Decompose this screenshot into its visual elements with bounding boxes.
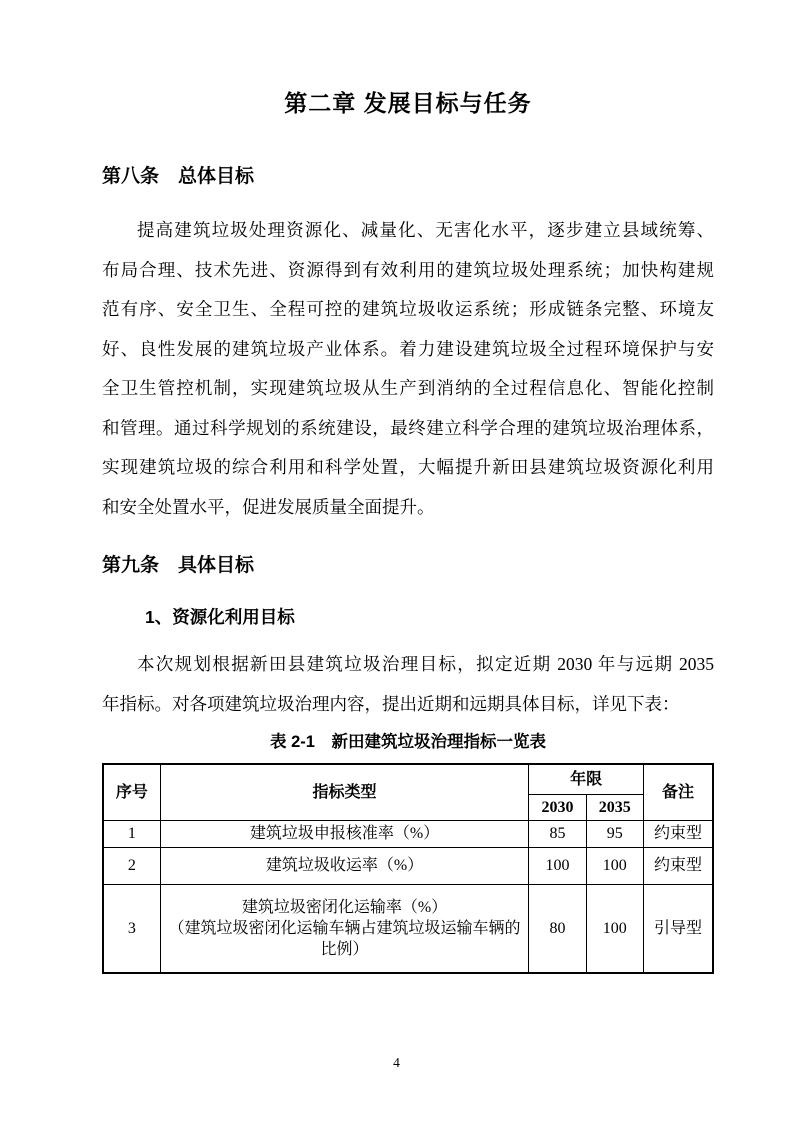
paragraph-overall-goal: [102, 211, 714, 527]
cell-no: 2: [103, 847, 160, 884]
table-row: [103, 820, 713, 847]
cell-2030: 80: [529, 884, 586, 973]
column-header-no: 序号: [103, 764, 160, 820]
chapter-title: 第二章 发展目标与任务: [284, 90, 532, 116]
paragraph-line: 全卫生管控机制，实现建筑垃圾从生产到消纳的全过程信息化、智能化控制: [102, 378, 714, 398]
cell-2035: 100: [586, 884, 643, 973]
indicator-table: [102, 763, 714, 974]
paragraph-line: 实现建筑垃圾的综合利用和科学处置，大幅提升新田县建筑垃圾资源化利用: [102, 457, 714, 477]
paragraph-line: 布局合理、技术先进、资源得到有效利用的建筑垃圾处理系统；加快构建规: [102, 259, 714, 280]
paragraph-line: 和管理。通过科学规划的系统建设，最终建立科学合理的建筑垃圾治理体系，: [102, 417, 714, 438]
cell-indicator: [160, 884, 528, 973]
cell-remark: 约束型: [643, 847, 713, 884]
paragraph-line: 提高建筑垃圾处理资源化、减量化、无害化水平，逐步建立县域统筹、: [137, 220, 714, 240]
column-header-2030: 2030: [529, 794, 586, 820]
column-header-remark: 备注: [643, 764, 713, 820]
cell-no: 1: [103, 820, 160, 847]
paragraph-line: 和安全处置水平，促进发展质量全面提升。: [102, 496, 435, 517]
cell-2035: 95: [586, 820, 643, 847]
paragraph-specific-goal: [102, 645, 714, 724]
column-header-2035: 2035: [586, 794, 643, 820]
subsection-1-heading: 1、资源化利用目标: [145, 607, 295, 627]
table-caption: 表 2-1 新田建筑垃圾治理指标一览表: [270, 733, 546, 751]
page-number: 4: [393, 1055, 400, 1070]
paragraph-line: 范有序、安全卫生、全程可控的建筑垃圾收运系统；形成链条完整、环境友: [102, 299, 714, 319]
paragraph-line: 年指标。对各项建筑垃圾治理内容，提出近期和远期具体目标，详见下表：: [102, 693, 680, 714]
section-8-heading: 第八条 总体目标: [102, 166, 255, 187]
section-9-heading: 第九条 具体目标: [102, 555, 255, 576]
table-row: [103, 884, 713, 973]
cell-remark: 约束型: [643, 820, 713, 847]
column-header-period: 年限: [529, 764, 644, 794]
cell-indicator: 建筑垃圾申报核准率（%）: [160, 820, 528, 847]
indicator-note: （建筑垃圾密闭化运输车辆占建筑垃圾运输车辆的比例）: [168, 919, 521, 958]
cell-2030: 100: [529, 847, 586, 884]
cell-2035: 100: [586, 847, 643, 884]
paragraph-line: 好、良性发展的建筑垃圾产业体系。着力建设建筑垃圾全过程环境保护与安: [102, 338, 714, 359]
cell-no: 3: [103, 884, 160, 973]
table-row: [103, 847, 713, 884]
column-header-indicator: 指标类型: [160, 764, 528, 820]
paragraph-line: 本次规划根据新田县建筑垃圾治理目标，拟定近期 2030 年与远期 2035: [137, 654, 714, 674]
cell-remark: 引导型: [643, 884, 713, 973]
cell-2030: 85: [529, 820, 586, 847]
indicator-title: 建筑垃圾密闭化运输率（%）: [241, 898, 448, 916]
cell-indicator: 建筑垃圾收运率（%）: [160, 847, 528, 884]
